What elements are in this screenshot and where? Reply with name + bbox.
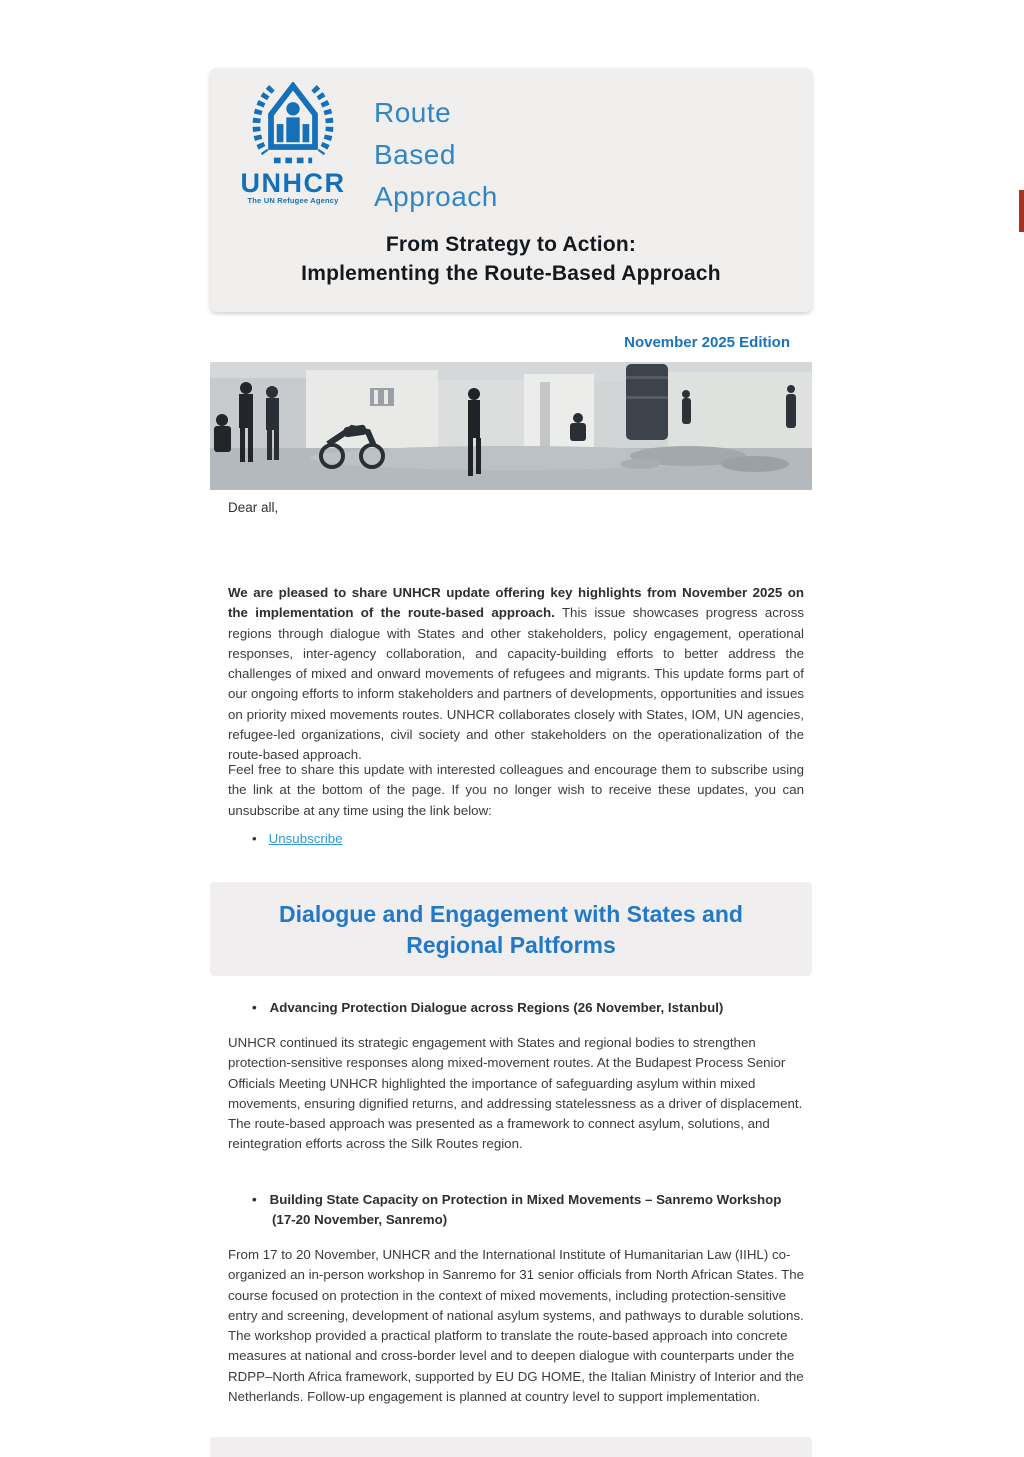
newsletter-title xyxy=(210,230,812,288)
edition-label: November 2025 Edition xyxy=(624,334,790,351)
unhcr-emblem-icon xyxy=(237,82,349,170)
program-title-line: Based xyxy=(374,139,456,170)
unhcr-logo xyxy=(237,82,349,205)
item-body-sanremo: From 17 to 20 November, UNHCR and the International Institute of Humanitarian Law (IIHL) co-organized an in-person workshop in Sanremo for 31 senior officials from North African States. The course focused on protection in the context of mixed movements, including protection-sensitive entry and screening, development of national asylum systems, and pathways to durable solutions. The workshop provided a practical platform to translate the route-based approach into concrete measures at national and cross-border level and to deepen dialogue with counterparts under the RDPP–North Africa framework, supported by EU DG HOME, the Italian Ministry of Interior and the Netherlands. Follow-up engagement is planned at country level to support implementation. xyxy=(228,1247,804,1405)
program-title-line: Route xyxy=(374,97,452,128)
section-heading: Dialogue and Engagement with States and Regional Paltforms xyxy=(279,901,743,958)
next-section-card-cutoff xyxy=(210,1437,812,1457)
intro-paragraph xyxy=(228,583,804,766)
greeting: Dear all, xyxy=(228,500,279,515)
unhcr-wordmark: UNHCR xyxy=(240,168,346,198)
share-paragraph: Feel free to share this update with interested colleagues and encourage them to subscribe using the link at the bottom of the page. If you no longer wish to receive these updates, you can unsubscribe at any time using the link below: xyxy=(228,762,804,818)
scrollbar-thumb[interactable] xyxy=(1019,190,1024,232)
item-title-istanbul: • Advancing Protection Dialogue across Regions (26 November, Istanbul) xyxy=(252,998,797,1018)
newsletter-title-line2: Implementing the Route-Based Approach xyxy=(301,262,721,285)
intro-lead-rest: This issue showcases progress across regions through dialogue with States and other stakeholders, policy engagement, operational responses, inter-agency collaboration, and capacity-building efforts to better address the challenges of mixed and onward movements of refugees and migrants. This update forms part of our ongoing efforts to inform stakeholders and partners of developments, opportunities and issues on priority mixed movements routes. UNHCR collaborates closely with States, IOM, UN agencies, refugee-led organizations, civil society and other stakeholders on the operationalization of the route-based approach. xyxy=(228,605,804,763)
unhcr-tagline: The UN Refugee Agency xyxy=(247,196,339,205)
unsubscribe-link[interactable]: Unsubscribe xyxy=(268,831,343,846)
unsubscribe-bullet xyxy=(252,831,343,846)
item-body-istanbul: UNHCR continued its strategic engagement with States and regional bodies to strengthen protection-sensitive responses along mixed-movement routes. At the Budapest Process Senior Officials Meeting UNHCR highlighted the importance of safeguarding asylum within mixed movements, ensuring dignified returns, and addressing statelessness as a driver of displacement. The route-based approach was presented as a framework to connect asylum, solutions, and reintegration efforts across the Silk Routes region. xyxy=(228,1035,803,1152)
program-title xyxy=(374,92,498,218)
newsletter-photo xyxy=(210,362,812,490)
program-title-line: Approach xyxy=(374,181,498,212)
intro-lead-bold: We are pleased to share UNHCR update offering key highlights from November 2025 on the implementation of the route-based approach. xyxy=(228,585,804,621)
item-title-sanremo: • Building State Capacity on Protection in Mixed Movements – Sanremo Workshop (17-20 November, Sanremo) xyxy=(252,1190,797,1230)
newsletter-header-card xyxy=(210,68,812,312)
section-heading-card xyxy=(210,882,812,976)
newsletter-title-line1: From Strategy to Action: xyxy=(385,233,637,256)
